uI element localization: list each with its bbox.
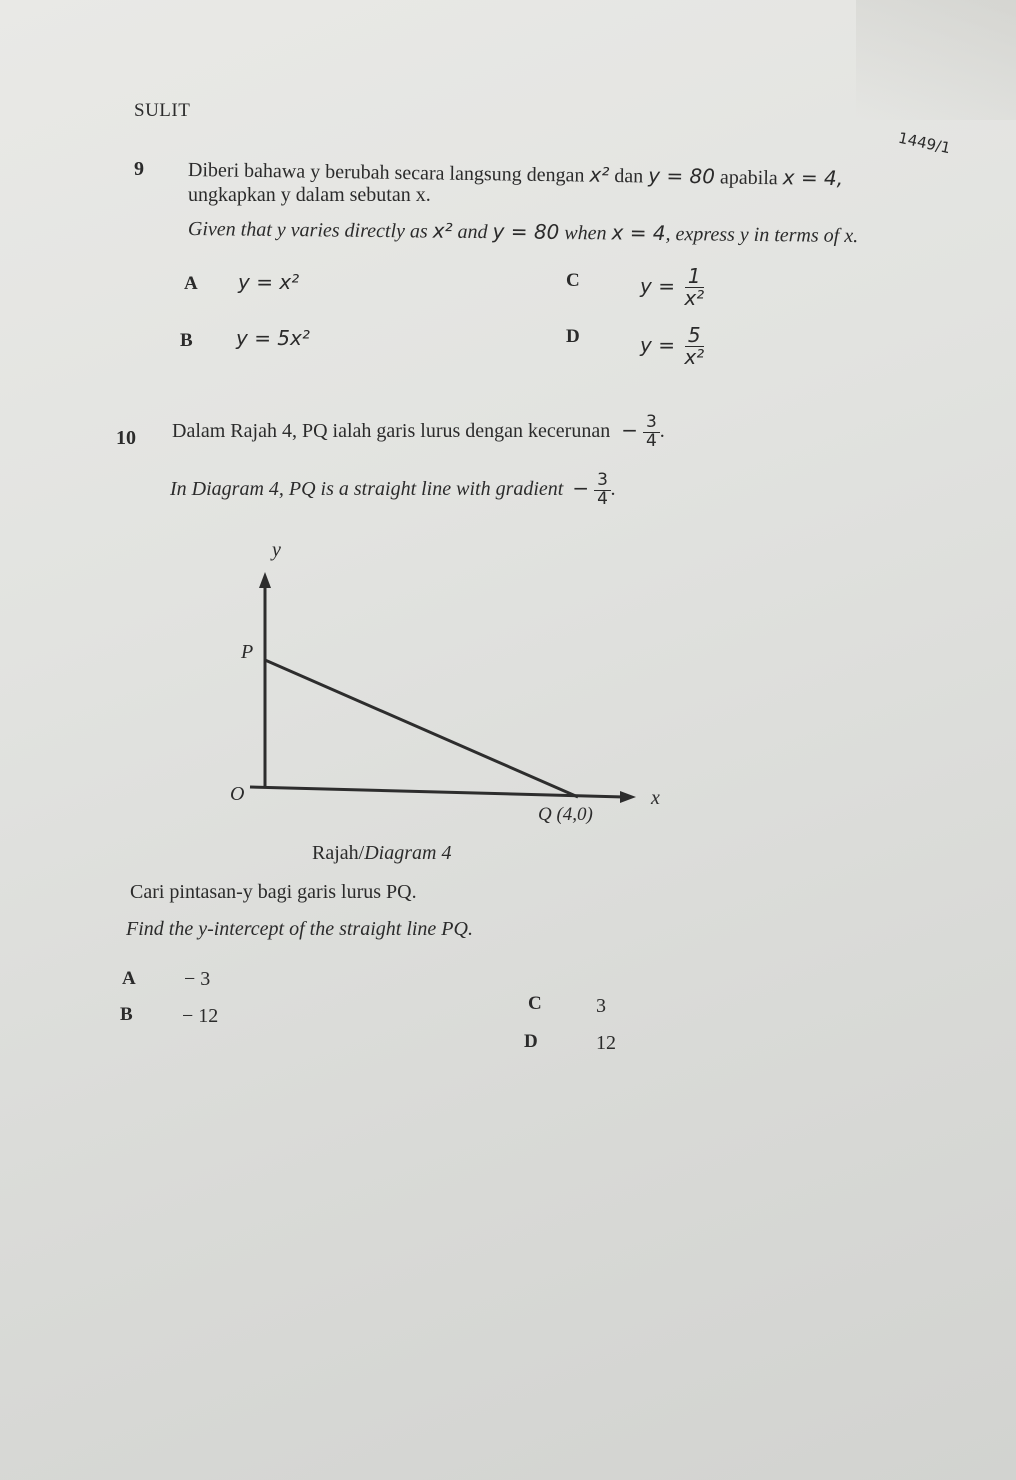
- q9-option-d-lhs: y =: [640, 333, 675, 357]
- q10-option-d-value: 12: [596, 1032, 616, 1054]
- y-axis-arrow-icon: [259, 572, 271, 588]
- diagram-caption: [312, 842, 451, 865]
- q9-option-c-numerator: 1: [685, 266, 704, 288]
- q10-english-frac-den: 4: [597, 488, 608, 509]
- q9-option-d-label: D: [566, 326, 580, 347]
- origin-label: O: [230, 783, 245, 805]
- q9-option-a-label: A: [184, 273, 198, 294]
- q9-option-c-label: C: [566, 270, 580, 291]
- sulit-header: SULIT: [134, 100, 191, 121]
- point-p-label: P: [241, 641, 254, 663]
- q9-malay-text-a: Diberi bahawa y berubah secara langsung dengan: [187, 159, 585, 187]
- q9-english-expr-y80: y = 80: [492, 219, 560, 244]
- q9-english-text-b: and: [457, 220, 488, 244]
- diagram-caption-english: Diagram 4: [364, 842, 452, 864]
- q10-option-c-value: 3: [596, 995, 606, 1017]
- q10-malay-dot: .: [659, 419, 665, 442]
- q10-english-text: In Diagram 4, PQ is a straight line with gradient: [170, 477, 564, 500]
- paper-code: 1449/1: [896, 128, 953, 158]
- q9-expr-x2: x²: [589, 162, 610, 187]
- q10-option-b-value: − 12: [182, 1005, 219, 1027]
- q9-option-a-text: y = x²: [238, 270, 300, 294]
- q9-english-expr-x4: x = 4: [611, 220, 666, 246]
- question-9-number: 9: [134, 158, 144, 180]
- q9-expr-y80: y = 80: [648, 163, 716, 189]
- q9-option-c-lhs: y =: [640, 274, 675, 298]
- q9-option-b-label: B: [180, 330, 193, 351]
- q10-malay-frac-num: 3: [643, 414, 660, 433]
- q9-english-text-c: when: [564, 221, 607, 245]
- x-axis-label: x: [651, 787, 660, 809]
- q9-option-d-denominator: x²: [684, 345, 705, 369]
- q10-malay-frac-den: 4: [645, 430, 657, 451]
- q9-option-b-text: y = 5x²: [236, 326, 310, 350]
- point-q-label: Q (4,0): [538, 804, 593, 825]
- line-pq: [265, 660, 578, 797]
- q10-english-frac-num: 3: [594, 472, 611, 491]
- x-axis-arrow-icon: [620, 791, 636, 803]
- question-9-malay-line2: ungkapkan y dalam sebutan x.: [188, 184, 431, 206]
- q9-expr-x4: x = 4,: [782, 165, 844, 191]
- y-axis-label: y: [272, 539, 281, 561]
- q9-english-expr-x2: x²: [432, 218, 453, 243]
- q9-english-text-a: Given that y varies directly as: [187, 218, 428, 243]
- q10-option-a-value: − 3: [184, 968, 211, 990]
- q10-option-a-label: A: [122, 968, 136, 989]
- q10-english-minus: −: [572, 475, 590, 500]
- q9-option-d-numerator: 5: [685, 325, 704, 347]
- q10-option-c-label: C: [528, 993, 542, 1014]
- q9-malay-text-b: dan: [614, 164, 644, 188]
- q10-option-b-label: B: [120, 1004, 133, 1025]
- q10-option-d-label: D: [524, 1031, 538, 1052]
- question-10-number: 10: [116, 427, 136, 449]
- q10-prompt-english: Find the y-intercept of the straight line PQ.: [126, 918, 473, 940]
- q10-prompt-malay: Cari pintasan-y bagi garis lurus PQ.: [130, 881, 417, 903]
- q10-malay-text: Dalam Rajah 4, PQ ialah garis lurus dengan kecerunan: [172, 419, 611, 442]
- q9-option-c-denominator: x²: [684, 286, 705, 310]
- diagram-caption-malay: Rajah/: [312, 842, 365, 864]
- q10-english-dot: .: [610, 477, 616, 500]
- q9-malay-text-c: apabila: [719, 166, 778, 190]
- q10-malay-minus: −: [621, 417, 638, 442]
- q9-english-text-d: , express y in terms of x.: [665, 223, 859, 248]
